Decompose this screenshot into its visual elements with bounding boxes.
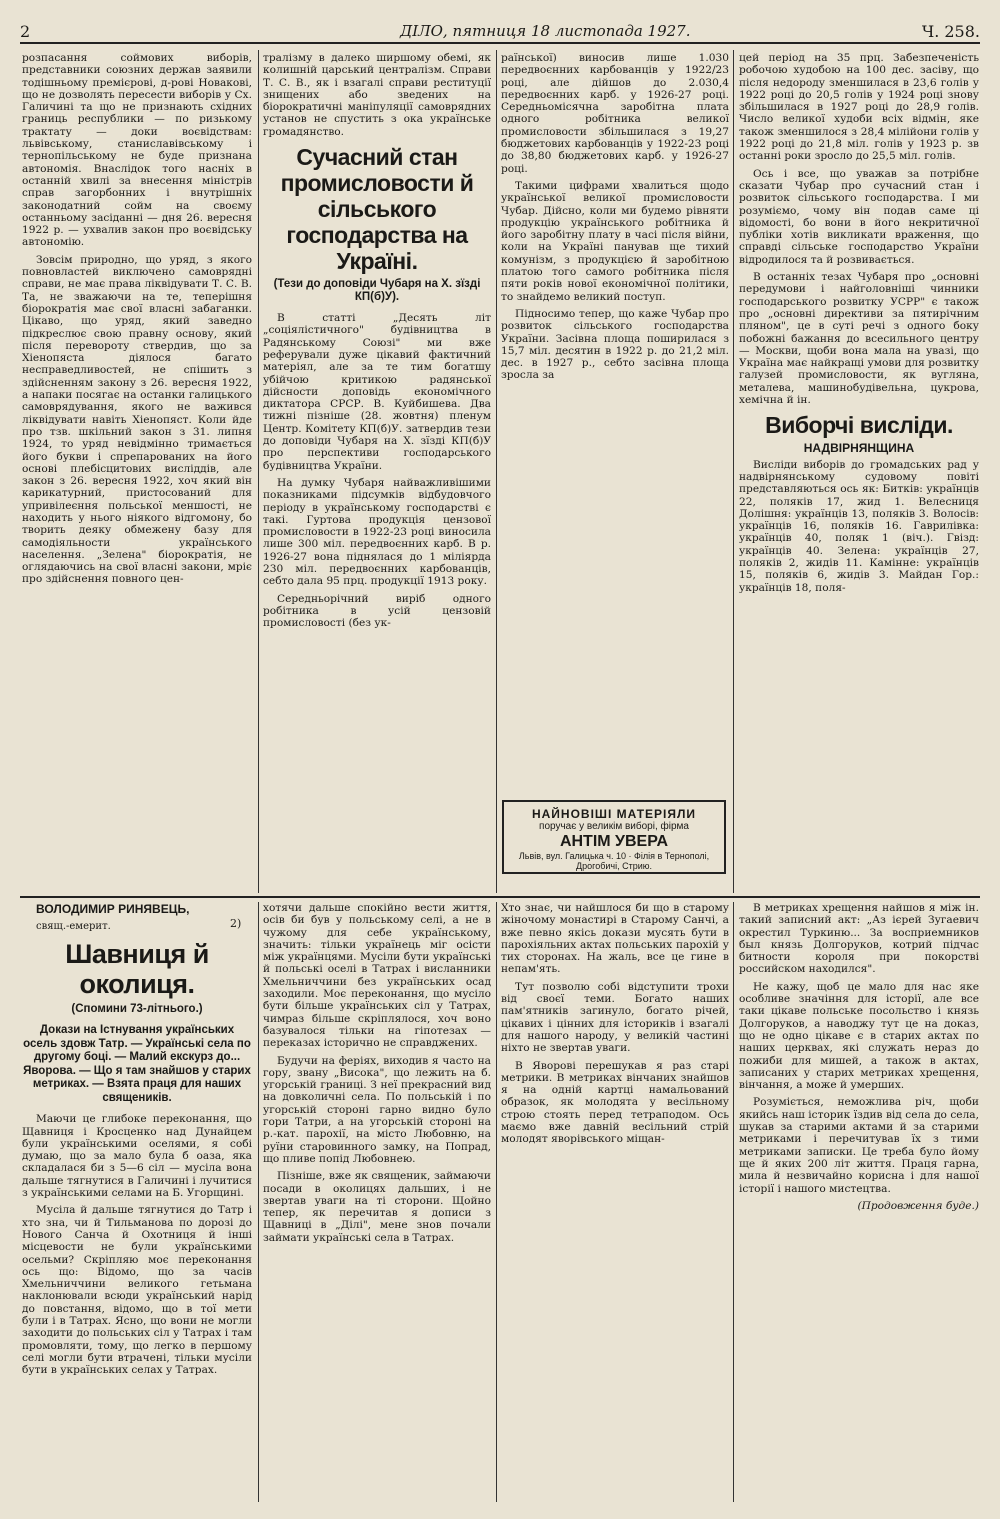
column-rule [733,50,734,893]
column-3-bottom [501,902,729,1502]
paragraph: Пізніше, вже як священик, займаючи посади в околицях дальших, і не звертав уваги на ті сторони. Щойно тепер, як перечитав я дописи з Щавниці в „Ділі", мене знов почали займати українські села в Татрах. [263,1170,491,1244]
issue-number: Ч. 258. [921,22,980,41]
ad-headline: НАЙНОВІШІ МАТЕРІЯЛИ [531,807,697,821]
page-header [20,16,980,44]
paragraph: В статті „Десять літ „соціялістичного" будівництва в Радянському Союзі" ми вже реферували дуже цікавий фактичний матеріял, але за те тим богатшу убійчою критикою радянської дійсности доповідь економічного диктатора СРСР. В. Куйбишева. Два тижні пізніше (28. жовтня) пленум Центр. Комітету КП(б)У. затвердив тези до доповіди Чубаря на Х. зїзді КП(б)У про перспективи господарського будівництва України. [263,312,491,472]
paragraph: На думку Чубаря найважливішими показниками підсумків відбудовчого періоду в українському господарстві є такі. Гуртова продукція цензової промисловости в 1922-23 році виносила лише 300 міл. передвоєнних карб. В р. 1926-27 вона піднялася до 1 міліярда 230 міл. передвоєнних карбованців, себто дала 95 прц. продукції 1913 року. [263,476,491,588]
paragraph: цей період на 35 прц. Забезпеченість робочою худобою на 100 дес. засіву, що після недороду зменшилася в 23,6 голів у 1922 році до 20,5 голів у 1924 році знову збільшилася в 1927 році до 28,9 голів. Число великої худоби всіх відмін, яке також зменшилося з 28,4 мілійони голів у 1922 році до 21,8 міл. голів у 1923 р. зв останні роки зросло до 25,5 міл. голів. [739,52,979,163]
continuation-note: (Продовження буде.) [857,1199,979,1212]
column-rule [496,902,497,1502]
paragraph: В останніх тезах Чубаря про „основні передумови і найголовніші чинники господарського розвитку УСРР" є також про „основні директиви за пятирічним пляном", це в суті речі з одного боку побожні бажання до всесильного центру — Москви, щоби вона мала на увазі, що Україна має найкращі умови для розвитку галузей промисловости, як вугляна, металева, машинобудівельна, цукрова, хемічна й ін. [739,271,979,407]
paragraph: Хто знає, чи найшлося би що в старому жіночому монастирі в Старому Санчі, а вже певно якісь докази мусять бути в парохіяльних актах польських парохій у тих сторонах. На жаль, все це гине в непам'ять. [501,902,729,976]
column-1-top [22,52,252,890]
paragraph: розпасання соймових виборів, представники союзних держав заявили тодішньому премієрові, д-рові Новакові, що не дозволять пересести виборів у Сх. Галичині та що не признають східних границь республики — по ризькому трактату — доки воєвідствам: львівському, станиславівському і тернопільському не буде признана автономія. Внаслідок того насніх в останній хвилі за внесення міністрів справ загорбонних і внутрішніх законодатний сойм на своєму останньому засіданні — дня 26. вересня 1922 р. — ухвалив закон про воєвідську автономію. [22,52,252,249]
author-title: свящ.-емерит. [36,921,111,932]
article-title: Шавниця й околиця. [65,939,209,1000]
paragraph: Маючи це глибоке переконання, що Щавниця і Кросценко над Дунайцем були українськими оселями, я собі думаю, що за мало була б оаза, яка складалася би з 5—6 сіл — мусіла вона дальше тягнутися в Галичині і лучитися з українськими селами на Б. Угорщині. [22,1113,252,1200]
article-subtitle: (Спомини 73-літнього.) [71,1003,203,1016]
column-rule [496,50,497,893]
column-3-top [501,52,729,794]
paragraph: Зовсім природно, що уряд, з якого повновластей виключено самоврядні справи, не має права ліквідувати Т. С. В. Та, не зважаючи на те, теперішня біорократія має свої власні забаганки. Цікаво, що уряд, який заведно підкреслює свою правну основу, який після перевороту ствердив, що за Хіенопяста діялося багато несправедливостей, не спішить з здійсненням закону з 26. вересня 1922, а напаки посягає на останки галицького самоврядування, якого не важився ліквідувати навіть Хіенопяст. Коли йде про тзв. шкільний закон з 31. липня 1924, то уряд невідмінно тримається його букви і спрепарованих на його основі плебісцитових висліддів, але закон з 26. вересня 1922, хоч який він карикатурний, пристосований для упривілеєння польської меншості, не находить у нього ніякого відгомону, бо творить деяку обмежену базу для самодіяльности українського населення. „Зелена" біорократія, не оглядаючись на свої власні закони, мріє про здійснення повного цен- [22,253,252,586]
masthead: ДІЛО, пятниця 18 листопада 1927. [400,22,691,40]
column-rule [258,50,259,893]
paragraph: Такими цифрами хвалиться щодо української великої промисловости Чубар. Дійсно, коли ми будемо рівняти продукцію українського робітника й його заробітну плату в часі після війни, коли на Україні панував ще тихий комунізм, з продукцією й заробітною платою того самого робітника після пяти років нової економічної політики, то знайдемо великий поступ. [501,179,729,303]
paragraph: Тут позволю собі відступити трохи від своєї теми. Богато наших пам'ятників загинуло, богато річей, цікавих і цінних для істориків і взагалі для нашого народу, у великій частині ніхто не звертав уваги. [501,980,729,1055]
paragraph: Середньорічний виріб одного робітника в усій цензовій промисловості (без ук- [263,592,491,630]
section-divider [20,896,980,898]
paragraph: В метриках хрещення найшов я між ін. такий записний акт: „Аз ієрей Зугаевич окрестил Туркиню... За восприемников был князь Долгоруков, котрий підчас битности короля при покорстві российском находился". [739,902,979,976]
column-2-bottom [263,902,491,1502]
paragraph: тралізму в далеко ширшому обемі, як колишній царський централізм. Справи Т. С. В., як і взагалі справи реституції знищених або зведених на біорократичні маніпуляції самоврядних установ не спустить з ока українське громадянство. [263,52,491,138]
paragraph: раїнської) виносив лише 1.030 передвоєнних карбованців у 1922/23 році, але дійшов до 2.030,4 передвоєнних карб. у 1926-27 році. Середньомісячна заробітна плата одного робітника великої промисловости збільшилася з 19,27 бюджетових карбованців у 1922-23 році до 38,80 бюджетових карб. у 1926-27 році. [501,52,729,175]
ad-address: Львів, вул. Галицька ч. 10 · Філія в Тернополі, Дрогобичі, Стрию. [518,851,710,871]
paragraph: Ось і все, що уважав за потрібне сказати Чубар про сучасний стан і розвиток сільського господарства. І ми розуміємо, чому він подав саме ці відомості, бо вони в його некритичної публіки хотів викликати враження, що справді сільське господарство України відродилося та й розвивається. [739,167,979,266]
column-4-top [739,52,979,890]
article-subtitle: (Тези до доповіди Чубаря на Х. зїзді КП(б)У). [273,278,481,304]
column-rule [733,902,734,1502]
column-1-bottom [22,902,252,1502]
region-heading: НАДВІРНЯНЩИНА [803,441,915,456]
article-deck: Докази на Істнування українських осель здовж Татр. — Українські села по другому боці. — Малий екскурз до... Яворова. — Що я там знайшов у старих метриках. — Взята праця для наших священиків. [23,1024,251,1104]
column-2-top [263,52,491,890]
paragraph: Не кажу, щоб це мало для нас яке особливе значіння для історії, але все таки цікаве польське посольство і князь Долгоруков, а наводжу тут це на доказ, що не одно цікаве є в старих актах по наших церквах, які служать нераз до пожиби для мишей, а також в актах, записаних у старих метриках хрещення, вінчання, а може й умерших. [739,980,979,1092]
paragraph: хотячи дальше спокійно вести життя, осів би був у польському селі, а не в чужому для себе українському, значить: тільки українець міг осісти між українцями. Мусіли бути українські й польські оселі в Татрах і висланники Хмельниччини без українських осад заходили. Моє переконання, що мусіло бути більше українських сіл у Татрах, чимраз більше скріплялося, хоч воно базувалося тільки на гіпотезах — переказах історично не справджених. [263,902,491,1050]
paragraph: Розуміється, неможлива річ, щоби якийсь наш історик їздив від села до села, шукав за старими актами й за старими метриками і перечитував їх з тими метриками записки. Це треба було йому ще й яких 200 літ життя. Праця гарна, мила й незвичайно корисна і для нашої історії і нашого мистецтва. [739,1096,979,1195]
election-title: Виборчі висліди. [765,412,953,439]
paragraph: Мусіла й дальше тягнутися до Татр і хто зна, чи й Тильманова по дорозі до Нового Санча й Охотниця й інші місцевости не були українськими осельми? Скріпляю моє переконання ось що: Відомо, що за часів Хмельниччини великого гетьмана наклонювали всюди український нарід до повстання, відомо, що в тої мети були і в Татрах. Ясно, що вони не могли заходити до польських сіл у Татрах і там промовляти, тому, що легко в першому селі могли бути втрачені, тільки мусіли бути в українських селах у Татрах. [22,1204,252,1377]
election-results: Висліди виборів до громадських рад у надвірнянському судовому повіті представляються ось як: Битків: українців 22, поляків 17, жид 1. Велесниця Долішня: українців 13, поляків 3. Волосів: українців 16, поляків 16. Гаврилівка: українців 40, поляк 1 (віч.). Гвізд: українців 40. Зелена: українців 27, поляків 2, жидів 11. Камінне: українців 15, поляків 6, жидів 3. Майдан Гор.: українців 18, поля- [739,458,979,594]
article-title: Сучасний стан промисловости й сільського господарства на Україні. [280,144,474,275]
serial-number: 2) [230,917,242,930]
ad-firm: АНТІМ УВЕРА [559,833,669,850]
advertisement [502,800,726,874]
ad-text: поручає у великім виборі, фірма [539,821,689,832]
paragraph: В Яворові перешукав я раз старі метрики. В метриках вінчаних знайшов я на одній картці намальований образок, як молодята у весільному строю стоять перед тетраподом. Ось маємо вже давній весільний стрій молодят яворівського міщан- [501,1059,729,1146]
column-4-bottom [739,902,979,1502]
paragraph: Будучи на феріях, виходив я часто на гору, звану „Висока", що лежить на б. угорській границі. З неї прекрасний вид на довколичні села. По польській і по угорській стороні гарно видно було гори Татри, а на угорській стороні на р.-кат. парохії, на місто Любовню, на руїни старовинного замку, на Попрад, що пливе попід Любовнею. [263,1054,491,1165]
column-rule [258,902,259,1502]
paragraph: Підносимо тепер, що каже Чубар про розвиток сільського господарства України. Засівна площа поширилася з 15,7 міл. десятин в 1922 р. до 21,2 міл. дес. в 1927 р., себто засівна площа зросла за [501,307,729,382]
page-number: 2 [20,22,31,41]
author-name: ВОЛОДИМИР РИНЯВЕЦЬ, [36,902,190,916]
